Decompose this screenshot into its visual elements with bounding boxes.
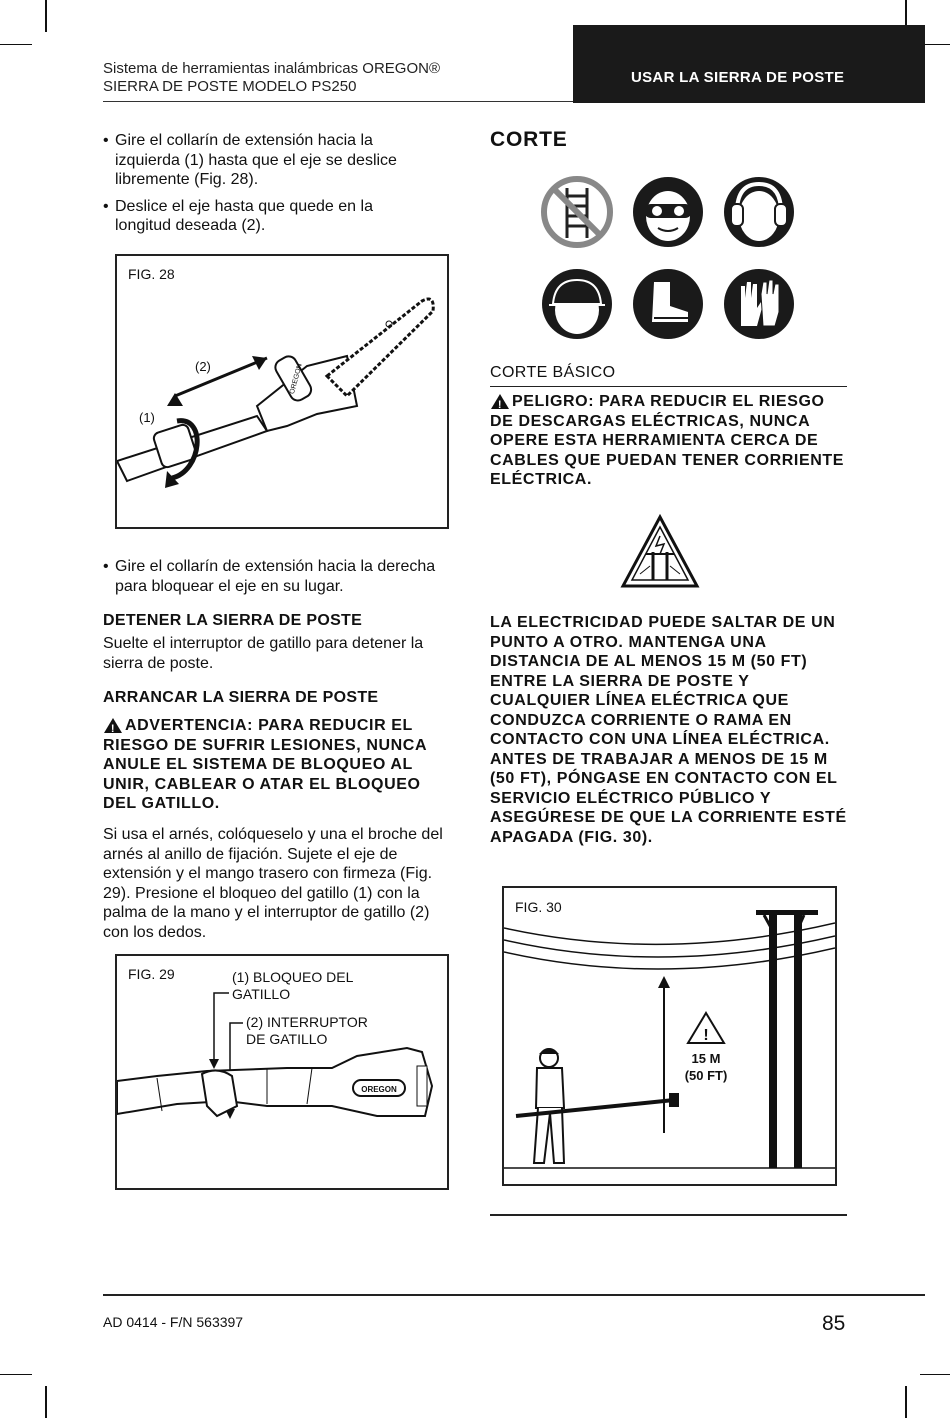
warning-text: ! ADVERTENCIA: PARA REDUCIR EL RIESGO DE SUFRIR LESIONES, NUNCA ANULE EL SISTEMA DE BLOQUEO AL UNIR, CABLEAR O ATAR EL BLOQUEO DEL GATILLO.	[103, 717, 427, 812]
crop-mark	[0, 44, 32, 45]
start-text: Si usa el arnés, colóqueselo y una el broche del arnés al anillo de fijación. Sujete el eje de extensión y el mango trasero con firmeza (Fig. 29). Presione el bloqueo del gatillo (1) con la palma de la mano y el interruptor de gatillo (2) con los dedos.	[103, 826, 443, 941]
intro-bullets	[103, 131, 433, 236]
document-code: AD 0414 - F/N 563397	[103, 1314, 244, 1330]
power-line-illustration	[504, 888, 835, 1184]
bullet-item: • Deslice el eje hasta que quede en la longitud deseada (2).	[103, 197, 433, 236]
bullet-item: • Gire el collarín de extensión hacia la izquierda (1) hasta que el eje se deslice libremente (Fig. 28).	[103, 131, 433, 190]
column-end-rule	[490, 1214, 847, 1216]
svg-text:!: !	[110, 723, 116, 734]
safety-boot-icon	[632, 268, 704, 345]
figure-label: FIG. 29	[128, 966, 175, 982]
brand-label: OREGON	[361, 1085, 397, 1094]
crop-mark	[45, 1386, 47, 1418]
no-ladder-icon	[541, 176, 613, 253]
svg-text:!: !	[703, 1027, 709, 1044]
ear-protection-icon	[723, 176, 795, 253]
lock-bullet	[103, 557, 448, 596]
warning-icon	[490, 393, 510, 416]
danger-text: ! PELIGRO: PARA REDUCIR EL RIESGO DE DESCARGAS ELÉCTRICAS, NUNCA OPERE ESTA HERRAMIENTA CERCA DE CABLES QUE PUEDAN TENER CORRIENTE ELÉCTRICA.	[490, 393, 845, 488]
header-rule	[103, 101, 573, 102]
subsection-rule	[490, 386, 847, 387]
start-title: ARRANCAR LA SIERRA DE POSTE	[103, 689, 379, 706]
stop-text: Suelte el interruptor de gatillo para detener la sierra de poste.	[103, 635, 424, 672]
figure-28	[115, 254, 449, 529]
callout-2: (2)	[195, 359, 211, 374]
header-line-2: SIERRA DE POSTE MODELO PS250	[103, 78, 357, 95]
running-header	[103, 60, 440, 96]
svg-text:!: !	[497, 399, 503, 410]
crop-mark	[920, 1374, 950, 1375]
figure-label: FIG. 28	[128, 266, 175, 282]
stop-title: DETENER LA SIERRA DE POSTE	[103, 612, 363, 629]
warning-icon	[103, 717, 123, 740]
callout-trigger-switch: (2) INTERRUPTOR DE GATILLO	[246, 1014, 368, 1047]
bullet-item: • Gire el collarín de extensión hacia la derecha para bloquear el eje en su lugar.	[103, 557, 448, 596]
figure-30	[502, 886, 837, 1186]
section-title: CORTE	[490, 128, 568, 151]
basic-cut-title: CORTE BÁSICO	[490, 364, 616, 381]
crop-mark	[0, 1374, 32, 1375]
handle-illustration	[117, 956, 447, 1188]
callout-1: (1)	[139, 410, 155, 425]
electricity-warning: LA ELECTRICIDAD PUEDE SALTAR DE UN PUNTO A OTRO. MANTENGA UNA DISTANCIA DE AL MENOS 15 M (50 FT) ENTRE LA SIERRA DE POSTE Y CUALQUIER LÍNEA ELÉCTRICA QUE CONDUZCA CORRIENTE O RAMA EN CONTACTO CON UNA LÍNEA ELÉCTRICA. ANTES DE TRABAJAR A MENOS DE 15 M (50 FT), PÓNGASE EN CONTACTO CON EL SERVICIO ELÉCTRICO PÚBLICO Y ASEGÚRESE DE QUE LA CORRIENTE ESTÉ APAGADA (FIG. 30).	[490, 614, 847, 846]
safety-goggles-icon	[632, 176, 704, 253]
page-number: 85	[822, 1312, 846, 1335]
header-line-1: Sistema de herramientas inalámbricas OREGON®	[103, 60, 441, 77]
crop-mark	[45, 0, 47, 32]
pole-saw-illustration	[117, 256, 447, 527]
crop-mark	[905, 1386, 907, 1418]
figure-29	[115, 954, 449, 1190]
distance-label: 15 M	[691, 1051, 721, 1066]
callout-trigger-lock: (1) BLOQUEO DEL GATILLO	[232, 969, 354, 1002]
gloves-icon	[723, 268, 795, 345]
section-tab-label: USAR LA SIERRA DE POSTE	[631, 69, 845, 86]
distance-label-ft: (50 FT)	[684, 1068, 728, 1083]
hard-hat-icon	[541, 268, 613, 345]
electrical-hazard-icon	[620, 514, 700, 595]
section-tab	[573, 25, 925, 103]
brand-label: OREGON	[288, 362, 304, 395]
footer-rule	[103, 1294, 925, 1296]
figure-label: FIG. 30	[515, 899, 562, 915]
